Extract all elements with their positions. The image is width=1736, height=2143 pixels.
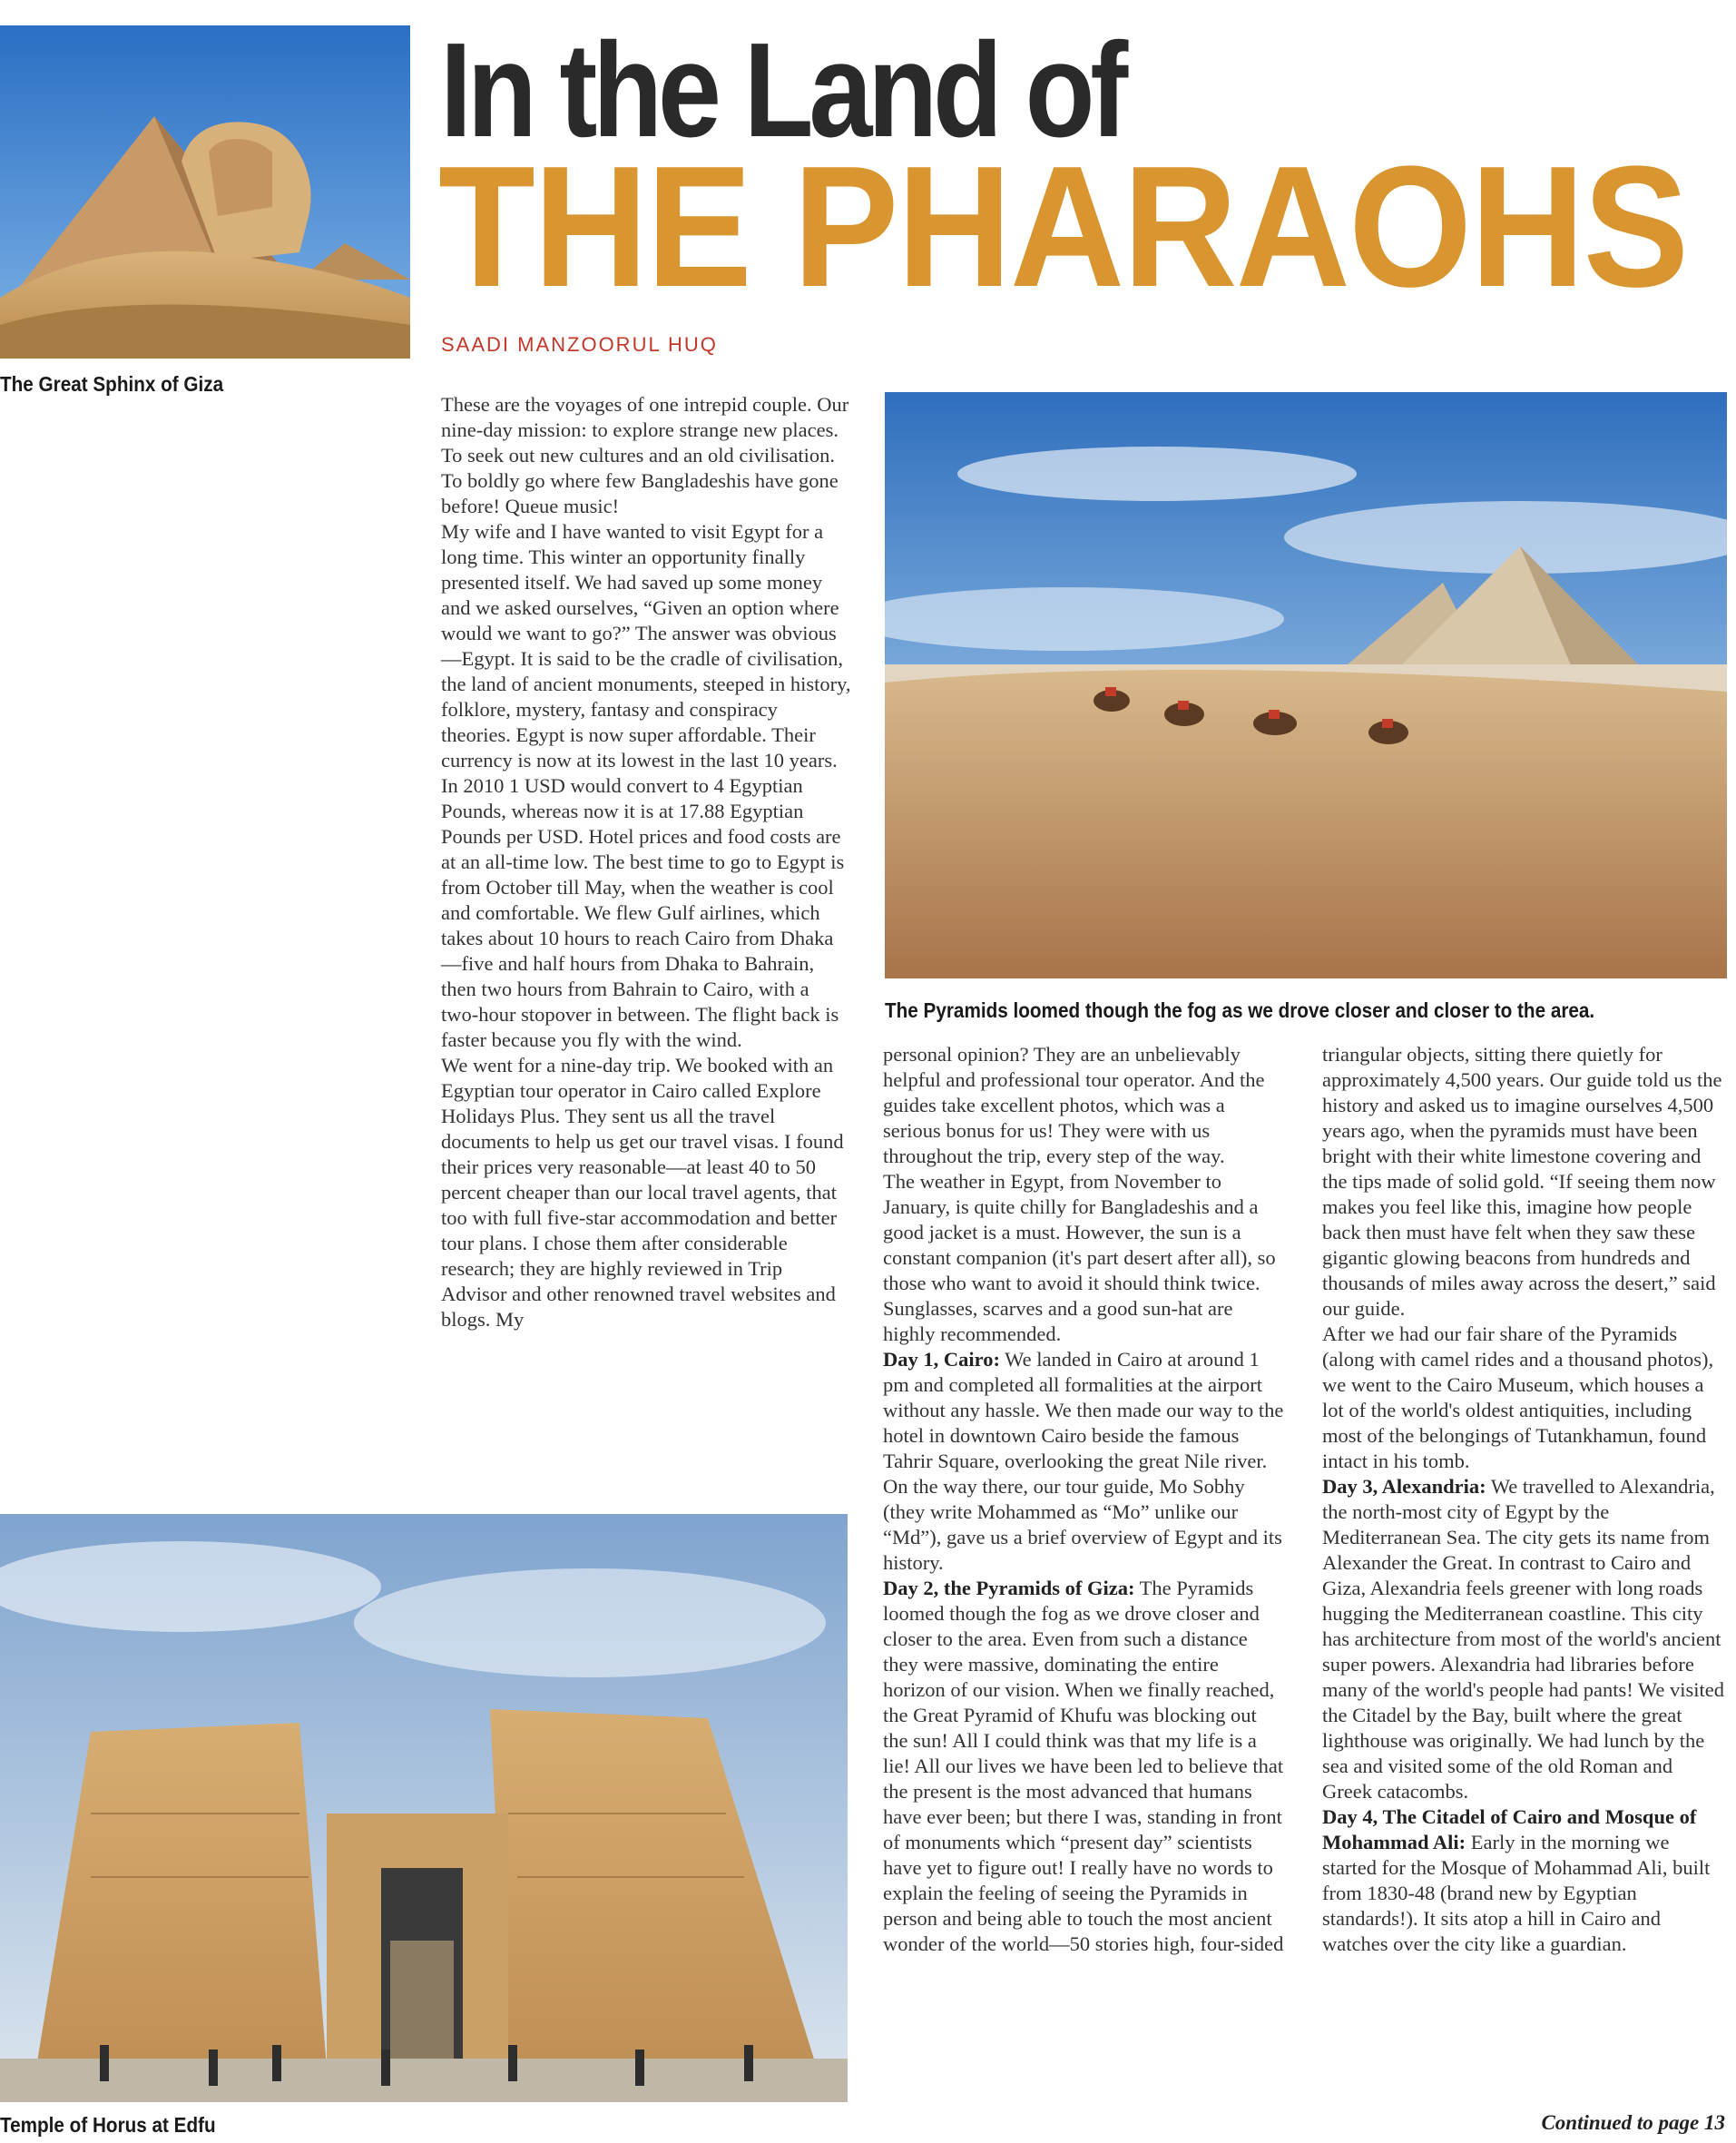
- temple-caption: Temple of Horus at Edfu: [0, 2113, 216, 2137]
- sphinx-photo: [0, 25, 410, 359]
- headline-line2: THE PHARAOHS: [438, 131, 1688, 323]
- article-column-2: [883, 1042, 1284, 1957]
- day-4-heading: Day 4, The Citadel of Cairo and Mosque of Mohammad Ali:: [1322, 1805, 1697, 1853]
- day-1-heading: Day 1, Cairo:: [883, 1348, 1000, 1371]
- day-4-paragraph: Day 4, The Citadel of Cairo and Mosque of Mohammad Ali: Early in the morning we started for the Mosque of Mohammad Ali, built from 1830-48 (brand new by Egyptian standards!). It sits atop a hill in Cairo and watches over the city like a guardian.: [1322, 1805, 1711, 1955]
- headline-line1: In the Land of: [440, 15, 1124, 165]
- sphinx-caption: The Great Sphinx of Giza: [0, 372, 224, 396]
- intro-paragraph: These are the voyages of one intrepid couple. Our nine-day mission: to explore strange new places. To seek out new cultures and an old civilisation. To boldly go where few Bangladeshis have gone before! Queue music!: [441, 393, 849, 517]
- paragraph: After we had our fair share of the Pyramids (along with camel rides and a thousand photos), we went to the Cairo Museum, which houses a lot of the world's oldest antiquities, including most of the belongings of Tutankhamun, found intact in his tomb.: [1322, 1322, 1714, 1472]
- pyramids-caption: The Pyramids loomed though the fog as we drove closer and closer to the area.: [885, 998, 1595, 1022]
- paragraph: My wife and I have wanted to visit Egypt for a long time. This winter an opportunity finally presented itself. We had saved up some money and we asked ourselves, “Given an option where would we want to go?” The answer was obvious—Egypt. It is said to be the cradle of civilisation, the land of ancient monuments, steeped in history, folklore, mystery, fantasy and conspiracy theories. Egypt is now super affordable. Their currency is now at its lowest in the last 10 years. In 2010 1 USD would convert to 4 Egyptian Pounds, whereas now it is at 17.88 Egyptian Pounds per USD. Hotel prices and food costs are at an all-time low. The best time to go to Egypt is from October till May, when the weather is cool and comfortable. We flew Gulf airlines, which takes about 10 hours to reach Cairo from Dhaka—five and half hours from Dhaka to Bahrain, then two hours from Bahrain to Cairo, with a two-hour stopover in between. The flight back is faster because you fly with the wind.: [441, 520, 851, 1051]
- article-column-3: [1322, 1042, 1727, 1957]
- day-2-heading: Day 2, the Pyramids of Giza:: [883, 1577, 1135, 1599]
- paragraph: personal opinion? They are an unbelievably helpful and professional tour operator. And the guides take excellent photos, which was a serious bonus for us! They were with us throughout the trip, every step of the way.: [883, 1043, 1265, 1167]
- pyramids-photo: [885, 392, 1727, 978]
- paragraph: The weather in Egypt, from November to January, is quite chilly for Bangladeshis and a good jacket is a must. However, the sun is a constant companion (it's part desert after all), so those who want to avoid it should think twice. Sunglasses, scarves and a good sun-hat are highly recommended.: [883, 1170, 1276, 1345]
- article-column-1: [441, 392, 851, 1332]
- paragraph: triangular objects, sitting there quietly for approximately 4,500 years. Our guide told us the history and asked us to imagine ourselves 4,500 years ago, when the pyramids must have been bright with their white limestone covering and the tips made of solid gold. “If seeing them now makes you feel like this, imagine how people back then must have felt when they saw these gigantic glowing beacons from hundreds and thousands of miles away across the desert,” said our guide.: [1322, 1043, 1722, 1320]
- byline: SAADI MANZOORUL HUQ: [441, 333, 718, 356]
- day-2-paragraph: Day 2, the Pyramids of Giza: The Pyramids loomed though the fog as we drove closer and closer to the area. Even from such a distance they were massive, dominating the entire horizon of our vision. When we finally reached, the Great Pyramid of Khufu was blocking out the sun! All I could think was that my life is a lie! All our lives we have been led to believe that the present is the most advanced that humans have ever been; but there I was, standing in front of monuments which “present day” scientists have yet to figure out! I really have no words to explain the feeling of seeing the Pyramids in person and being able to touch the most ancient wonder of the world—50 stories high, four-sided: [883, 1577, 1284, 1955]
- day-3-paragraph: Day 3, Alexandria: We travelled to Alexandria, the north-most city of Egypt by the Mediterranean Sea. The city gets its name from Alexander the Great. In contrast to Cairo and Giza, Alexandria feels greener with long roads hugging the Mediterranean coastline. This city has architecture from most of the world's ancient super powers. Alexandria had libraries before many of the world's people had pants! We visited the Citadel by the Bay, built where the great lighthouse was originally. We had lunch by the sea and visited some of the old Roman and Greek catacombs.: [1322, 1475, 1724, 1803]
- paragraph: We went for a nine-day trip. We booked with an Egyptian tour operator in Cairo called Explore Holidays Plus. They sent us all the travel documents to help us get our travel visas. I found their prices very reasonable—at least 40 to 50 percent cheaper than our local travel agents, that too with full five-star accommodation and better tour plans. I chose them after considerable research; they are highly reviewed in Trip Advisor and other renowned travel websites and blogs. My: [441, 1054, 844, 1331]
- continued-link[interactable]: Continued to page 13: [1541, 2111, 1725, 2134]
- day-3-heading: Day 3, Alexandria:: [1322, 1475, 1486, 1498]
- day-1-paragraph: Day 1, Cairo: We landed in Cairo at around 1 pm and completed all formalities at the airport without any hassle. We then made our way to the hotel in downtown Cairo beside the famous Tahrir Square, overlooking the great Nile river. On the way there, our tour guide, Mo Sobhy (they write Mohammed as “Mo” unlike our “Md”), gave us a brief overview of Egypt and its history.: [883, 1348, 1284, 1574]
- temple-photo: [0, 1514, 848, 2102]
